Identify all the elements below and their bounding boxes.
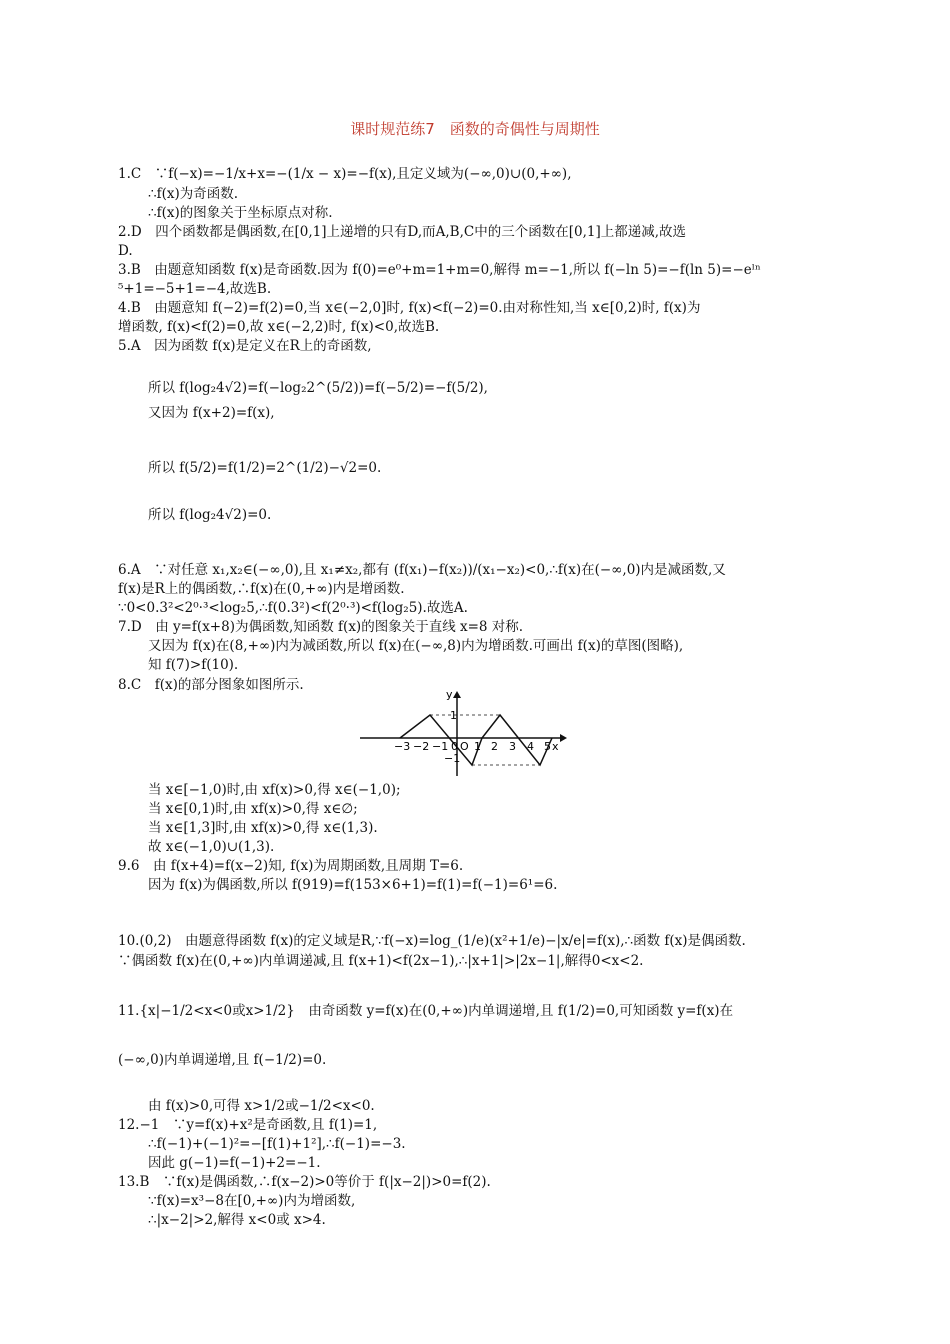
answer-7-line-1: 7.D 由 y=f(x+8)为偶函数,知函数 f(x)的图象关于直线 x=8 对称. — [118, 619, 524, 635]
function-graph — [360, 688, 570, 778]
x-tick-0: 0 — [451, 740, 458, 753]
answer-5-line-5: 所以 f(log₂4√2)=0. — [148, 507, 272, 523]
x-tick-minus3: −3 — [394, 740, 411, 753]
answer-9-line-2: 因为 f(x)为偶函数,所以 f(919)=f(153×6+1)=f(1)=f(−1)=6¹=6. — [148, 877, 558, 893]
x-tick-3: 3 — [509, 740, 516, 753]
x-axis-label: x — [552, 740, 559, 753]
answer-12-line-1: 12.−1 ∵y=f(x)+x²是奇函数,且 f(1)=1, — [118, 1117, 378, 1133]
answer-1-line-1: 1.C ∵f(−x)=−1/x+x=−(1/x − x)=−f(x),且定义域为(−∞,0)∪(0,+∞), — [118, 166, 572, 182]
answer-7-line-3: 知 f(7)>f(10). — [148, 657, 239, 673]
y-tick-minus1: −1 — [444, 752, 461, 765]
answer-8-line-4: 当 x∈[1,3]时,由 xf(x)>0,得 x∈(1,3). — [148, 820, 378, 836]
answer-12-line-2: ∴f(−1)+(−1)²=−[f(1)+1²],∴f(−1)=−3. — [148, 1136, 406, 1152]
x-tick-2: 2 — [491, 740, 498, 753]
answer-5-line-3: 又因为 f(x+2)=f(x), — [148, 405, 275, 421]
answer-1-line-2: ∴f(x)为奇函数. — [148, 186, 239, 202]
x-tick-4: 4 — [527, 740, 534, 753]
y-axis-arrow-icon — [453, 691, 461, 698]
y-tick-1: 1 — [450, 709, 457, 722]
answer-5-line-2: 所以 f(log₂4√2)=f(−log₂2^(5/2))=f(−5/2)=−f(5/2), — [148, 380, 488, 396]
answer-6-line-1: 6.A ∵对任意 x₁,x₂∈(−∞,0),且 x₁≠x₂,都有 (f(x₁)−f(x₂))/(x₁−x₂)<0,∴f(x)在(−∞,0)内是减函数,又 — [118, 562, 726, 578]
answer-1-line-3: ∴f(x)的图象关于坐标原点对称. — [148, 205, 333, 221]
answer-8-line-5: 故 x∈(−1,0)∪(1,3). — [148, 839, 275, 855]
answer-2-line-2: D. — [118, 243, 133, 259]
x-tick-5: 5 — [544, 740, 551, 753]
answer-11-line-1: 11.{x|−1/2<x<0或x>1/2} 由奇函数 y=f(x)在(0,+∞)内单调递增,且 f(1/2)=0,可知函数 y=f(x)在 — [118, 1003, 734, 1019]
answer-11-line-2: (−∞,0)内单调递增,且 f(−1/2)=0. — [118, 1052, 327, 1068]
y-axis-label: y — [446, 688, 453, 701]
origin-label: O — [460, 740, 469, 753]
answer-10-line-2: ∵偶函数 f(x)在(0,+∞)内单调递减,且 f(x+1)<f(2x−1),∴|x+1|>|2x−1|,解得0<x<2. — [118, 953, 644, 969]
answer-3-line-1: 3.B 由题意知函数 f(x)是奇函数.因为 f(0)=e⁰+m=1+m=0,解得 m=−1,所以 f(−ln 5)=−f(ln 5)=−eˡⁿ — [118, 262, 761, 278]
answer-10-line-1: 10.(0,2) 由题意得函数 f(x)的定义域是R,∵f(−x)=log_(1/e)(x²+1/e)−|x/e|=f(x),∴函数 f(x)是偶函数. — [118, 933, 746, 949]
answer-8-line-1: 8.C f(x)的部分图象如图所示. — [118, 677, 304, 693]
answer-7-line-2: 又因为 f(x)在(8,+∞)内为减函数,所以 f(x)在(−∞,8)内为增函数.可画出 f(x)的草图(图略), — [148, 638, 684, 654]
answer-8-line-2: 当 x∈[−1,0)时,由 xf(x)>0,得 x∈(−1,0); — [148, 782, 401, 798]
page-title: 课时规范练7 函数的奇偶性与周期性 — [350, 120, 600, 138]
answer-4-line-1: 4.B 由题意知 f(−2)=f(2)=0,当 x∈(−2,0]时, f(x)<f(−2)=0.由对称性知,当 x∈[0,2)时, f(x)为 — [118, 300, 701, 316]
x-tick-minus1: −1 — [432, 740, 449, 753]
answer-2-line-1: 2.D 四个函数都是偶函数,在[0,1]上递增的只有D,而A,B,C中的三个函数在[0,1]上都递减,故选 — [118, 224, 687, 240]
answer-13-line-3: ∴|x−2|>2,解得 x<0或 x>4. — [148, 1212, 326, 1228]
answer-5-line-4: 所以 f(5/2)=f(1/2)=2^(1/2)−√2=0. — [148, 460, 382, 476]
x-tick-1: 1 — [474, 740, 481, 753]
x-axis-arrow-icon — [560, 734, 567, 742]
answer-6-line-3: ∵0<0.3²<2⁰·³<log₂5,∴f(0.3²)<f(2⁰·³)<f(log₂5).故选A. — [118, 600, 468, 616]
x-tick-minus2: −2 — [413, 740, 430, 753]
answer-6-line-2: f(x)是R上的偶函数,∴f(x)在(0,+∞)内是增函数. — [118, 581, 405, 597]
answer-13-line-2: ∵f(x)=x³−8在[0,+∞)内为增函数, — [148, 1193, 356, 1209]
answer-12-line-3: 因此 g(−1)=f(−1)+2=−1. — [148, 1155, 321, 1171]
answer-9-line-1: 9.6 由 f(x+4)=f(x−2)知, f(x)为周期函数,且周期 T=6. — [118, 858, 464, 874]
answer-8-line-3: 当 x∈[0,1)时,由 xf(x)>0,得 x∈∅; — [148, 801, 358, 817]
answer-4-line-2: 增函数, f(x)<f(2)=0,故 x∈(−2,2)时, f(x)<0,故选B. — [118, 319, 440, 335]
answer-3-line-2: ⁵+1=−5+1=−4,故选B. — [118, 281, 272, 297]
answer-11-line-3: 由 f(x)>0,可得 x>1/2或−1/2<x<0. — [148, 1098, 375, 1114]
answer-5-line-1: 5.A 因为函数 f(x)是定义在R上的奇函数, — [118, 338, 372, 354]
answer-13-line-1: 13.B ∵f(x)是偶函数,∴f(x−2)>0等价于 f(|x−2|)>0=f(2). — [118, 1174, 491, 1190]
